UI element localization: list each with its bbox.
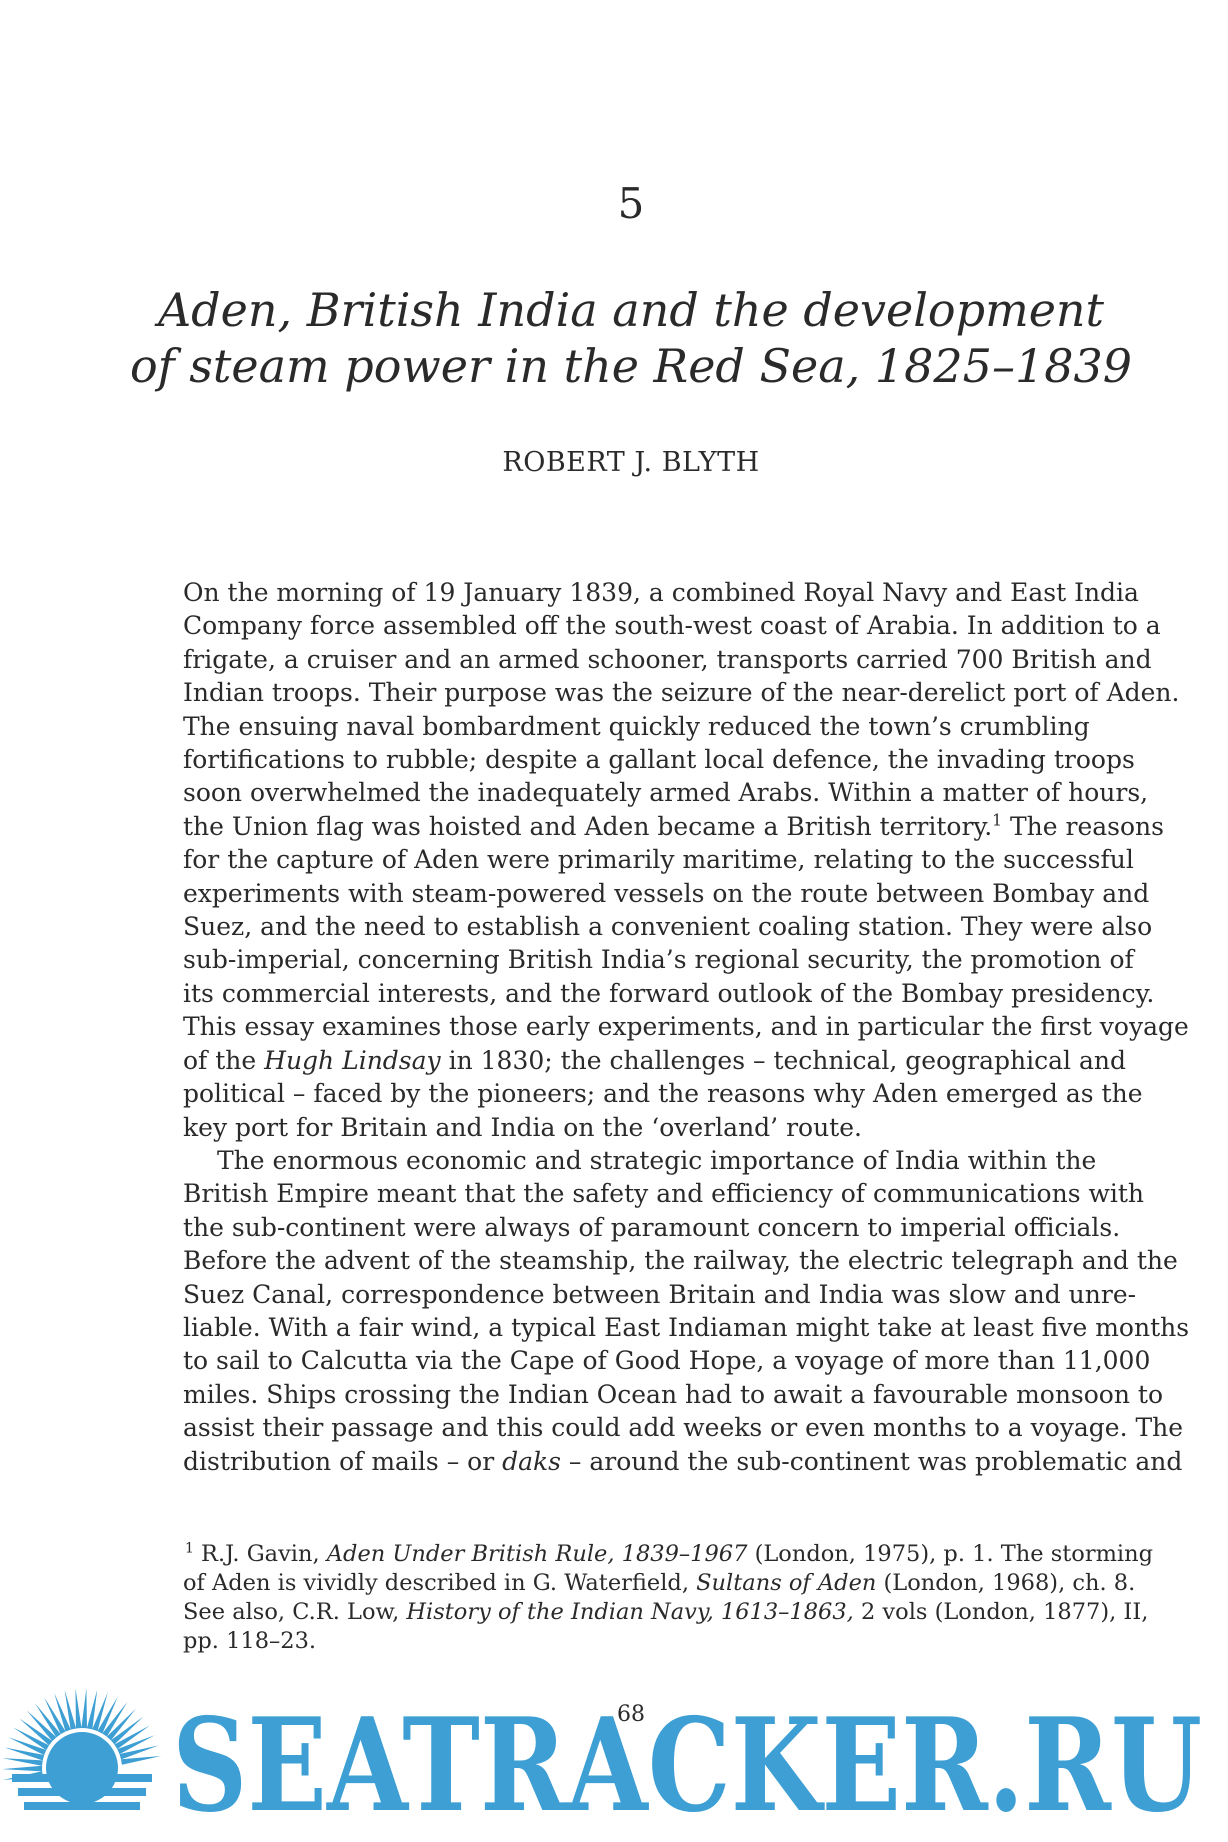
text-line: assist their passage and this could add weeks or even months to a voyage. The (183, 1413, 1184, 1443)
text-run: the Union flag was hoisted and Aden became a British territory. (183, 811, 993, 841)
text-line: The ensuing naval bombardment quickly reduced the town’s crumbling (183, 711, 1090, 741)
watermark-text: SEATRACKER.RU (172, 1691, 1202, 1830)
sun-wave (12, 1774, 152, 1782)
text-line: On the morning of 19 January 1839, a combined Royal Navy and East India (183, 578, 1139, 607)
author-name: ROBERT J. BLYTH (502, 447, 760, 478)
text-line: British Empire meant that the safety and efficiency of communications with (183, 1179, 1145, 1209)
sun-ray (2, 1766, 42, 1772)
text-run: 2 vols (London, 1877), II, (853, 1599, 1149, 1625)
watermark (0, 1670, 1228, 1830)
text-run: – around the sub-continent was problematic and (560, 1446, 1183, 1476)
chapter-title-line: Aden, British India and the development (157, 283, 1105, 337)
text-line: The enormous economic and strategic importance of India within the (217, 1145, 1097, 1175)
text-line: sub-imperial, concerning British India’s regional security, the promotion of (183, 945, 1134, 975)
body-text (183, 576, 1190, 1478)
text-line: liable. With a fair wind, a typical East Indiaman might take at least five months (183, 1312, 1190, 1342)
text-line: key port for Britain and India on the ‘overland’ route. (183, 1112, 862, 1142)
text-line: soon overwhelmed the inadequately armed Arabs. Within a matter of hours, (183, 778, 1149, 808)
text-line (183, 1445, 1183, 1478)
sun-ray (121, 1756, 161, 1765)
text-line (183, 1540, 1154, 1569)
text-run: (London, 1968), ch. 8. (876, 1570, 1136, 1596)
text-line: Suez, and the need to establish a convenient coaling station. They were also (183, 912, 1153, 942)
cited-title: Sultans of Aden (696, 1570, 877, 1596)
footnote-marker: 1 (185, 1540, 194, 1557)
text-run: in 1830; the challenges – technical, geographical and (440, 1045, 1126, 1075)
ship-name: Hugh Lindsay (264, 1045, 441, 1075)
text-run: (London, 1975), p. 1. The storming (747, 1541, 1154, 1567)
text-line: frigate, a cruiser and an armed schooner, transports carried 700 British and (183, 644, 1152, 674)
text-line: for the capture of Aden were primarily maritime, relating to the successful (183, 845, 1134, 875)
page-number: 68 (617, 1702, 645, 1727)
text-run: See also, C.R. Low, (183, 1599, 407, 1625)
text-line: Suez Canal, correspondence between Britain and India was slow and unre- (183, 1279, 1137, 1309)
text-run: of Aden is vividly described in G. Waterfield, (183, 1570, 697, 1596)
text-line: experiments with steam-powered vessels on the route between Bombay and (183, 878, 1150, 908)
watermark-graphic (0, 1670, 1228, 1830)
text-line: the sub-continent were always of paramount concern to imperial officials. (183, 1212, 1121, 1242)
sun-wave (18, 1788, 146, 1796)
cited-title: History of the Indian Navy, 1613–1863, (406, 1599, 854, 1625)
text-line (183, 1044, 1126, 1077)
sun-ray (3, 1758, 43, 1766)
footnote-reference[interactable]: 1 (992, 811, 1003, 830)
text-line (183, 1598, 1149, 1627)
cited-title: Aden Under British Rule, 1839–1967 (326, 1541, 748, 1567)
paragraph-1 (183, 576, 1189, 1144)
sun-wave (24, 1802, 140, 1810)
text-line: political – faced by the pioneers; and the reasons why Aden emerged as the (183, 1079, 1143, 1109)
text-line: Indian troops. Their purpose was the seizure of the near-derelict port of Aden. (183, 678, 1180, 708)
text-run: The reasons (1002, 811, 1164, 841)
text-line: Company force assembled off the south-west coast of Arabia. In addition to a (183, 611, 1161, 641)
chapter-title-line: of steam power in the Red Sea, 1825–1839 (129, 339, 1133, 393)
text-line (183, 1569, 1136, 1598)
text-run: R.J. Gavin, (193, 1541, 327, 1567)
text-line: fortifications to rubble; despite a gallant local defence, the invading troops (183, 745, 1135, 775)
text-line: to sail to Calcutta via the Cape of Good Hope, a voyage of more than 11,000 (183, 1346, 1151, 1376)
italic-term: daks (502, 1446, 561, 1476)
text-line: Before the advent of the steamship, the railway, the electric telegraph and the (183, 1246, 1178, 1276)
chapter-title (0, 282, 1228, 394)
text-line: pp. 118–23. (183, 1628, 317, 1654)
footnote-1 (183, 1540, 1154, 1656)
text-run: of the (183, 1045, 265, 1075)
text-run: distribution of mails – or (183, 1446, 503, 1476)
chapter-number: 5 (617, 179, 645, 228)
text-line: This essay examines those early experiments, and in particular the first voyage (183, 1012, 1189, 1042)
text-line (183, 810, 1164, 843)
text-line: its commercial interests, and the forward outlook of the Bombay presidency. (183, 978, 1155, 1008)
paragraph-2 (183, 1144, 1190, 1478)
text-line: miles. Ships crossing the Indian Ocean had to await a favourable monsoon to (183, 1379, 1164, 1409)
